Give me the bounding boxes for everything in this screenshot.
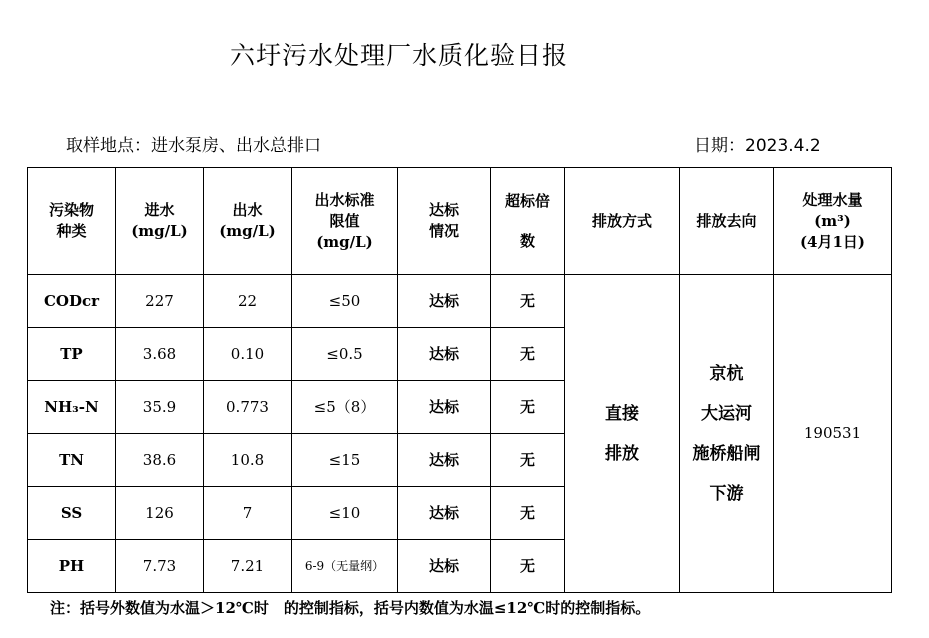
inflow-value: 35.9 (116, 381, 204, 434)
discharge-method: 直接 排放 (565, 275, 680, 593)
limit-value: ≤0.5 (292, 328, 398, 381)
pollutant-name: NH₃-N (28, 381, 116, 434)
pollutant-name: CODcr (28, 275, 116, 328)
exceed-value: 无 (491, 540, 565, 593)
status-value: 达标 (398, 381, 491, 434)
header-compliance: 达标 情况 (398, 168, 491, 275)
status-value: 达标 (398, 434, 491, 487)
table-row (28, 275, 892, 328)
sampling-location: 取样地点：进水泵房、出水总排口 (66, 136, 321, 156)
outflow-value: 10.8 (204, 434, 292, 487)
inflow-value: 126 (116, 487, 204, 540)
header-row (28, 168, 892, 275)
inflow-value: 38.6 (116, 434, 204, 487)
header-discharge-method: 排放方式 (565, 168, 680, 275)
exceed-value: 无 (491, 434, 565, 487)
report-title: 六圩污水处理厂水质化验日报 (230, 41, 569, 70)
outflow-value: 22 (204, 275, 292, 328)
pollutant-name: TN (28, 434, 116, 487)
inflow-value: 7.73 (116, 540, 204, 593)
inflow-value: 227 (116, 275, 204, 328)
limit-value: 6-9（无量纲） (292, 540, 398, 593)
outflow-value: 0.773 (204, 381, 292, 434)
pollutant-name: PH (28, 540, 116, 593)
exceed-value: 无 (491, 328, 565, 381)
limit-value: ≤10 (292, 487, 398, 540)
exceed-value: 无 (491, 275, 565, 328)
header-limit: 出水标准 限值 (mg/L) (292, 168, 398, 275)
footnote: 注：括号外数值为水温＞12℃时 的控制指标，括号内数值为水温≤12℃时的控制指标。 (50, 599, 651, 617)
limit-value: ≤5（8） (292, 381, 398, 434)
outflow-value: 7.21 (204, 540, 292, 593)
limit-value: ≤50 (292, 275, 398, 328)
exceed-value: 无 (491, 487, 565, 540)
report-date: 日期：2023.4.2 (694, 136, 821, 156)
outflow-value: 0.10 (204, 328, 292, 381)
pollutant-name: SS (28, 487, 116, 540)
inflow-value: 3.68 (116, 328, 204, 381)
discharge-destination: 京杭 大运河 施桥船闸 下游 (680, 275, 774, 593)
status-value: 达标 (398, 487, 491, 540)
pollutant-name: TP (28, 328, 116, 381)
status-value: 达标 (398, 275, 491, 328)
status-value: 达标 (398, 540, 491, 593)
outflow-value: 7 (204, 487, 292, 540)
header-volume: 处理水量 (m³) (4月1日) (774, 168, 892, 275)
exceed-value: 无 (491, 381, 565, 434)
header-discharge-destination: 排放去向 (680, 168, 774, 275)
header-pollutant: 污染物 种类 (28, 168, 116, 275)
header-exceed: 超标倍 数 (491, 168, 565, 275)
header-outflow: 出水 (mg/L) (204, 168, 292, 275)
water-quality-table (27, 167, 892, 593)
treated-volume: 190531 (774, 275, 892, 593)
header-inflow: 进水 (mg/L) (116, 168, 204, 275)
status-value: 达标 (398, 328, 491, 381)
limit-value: ≤15 (292, 434, 398, 487)
